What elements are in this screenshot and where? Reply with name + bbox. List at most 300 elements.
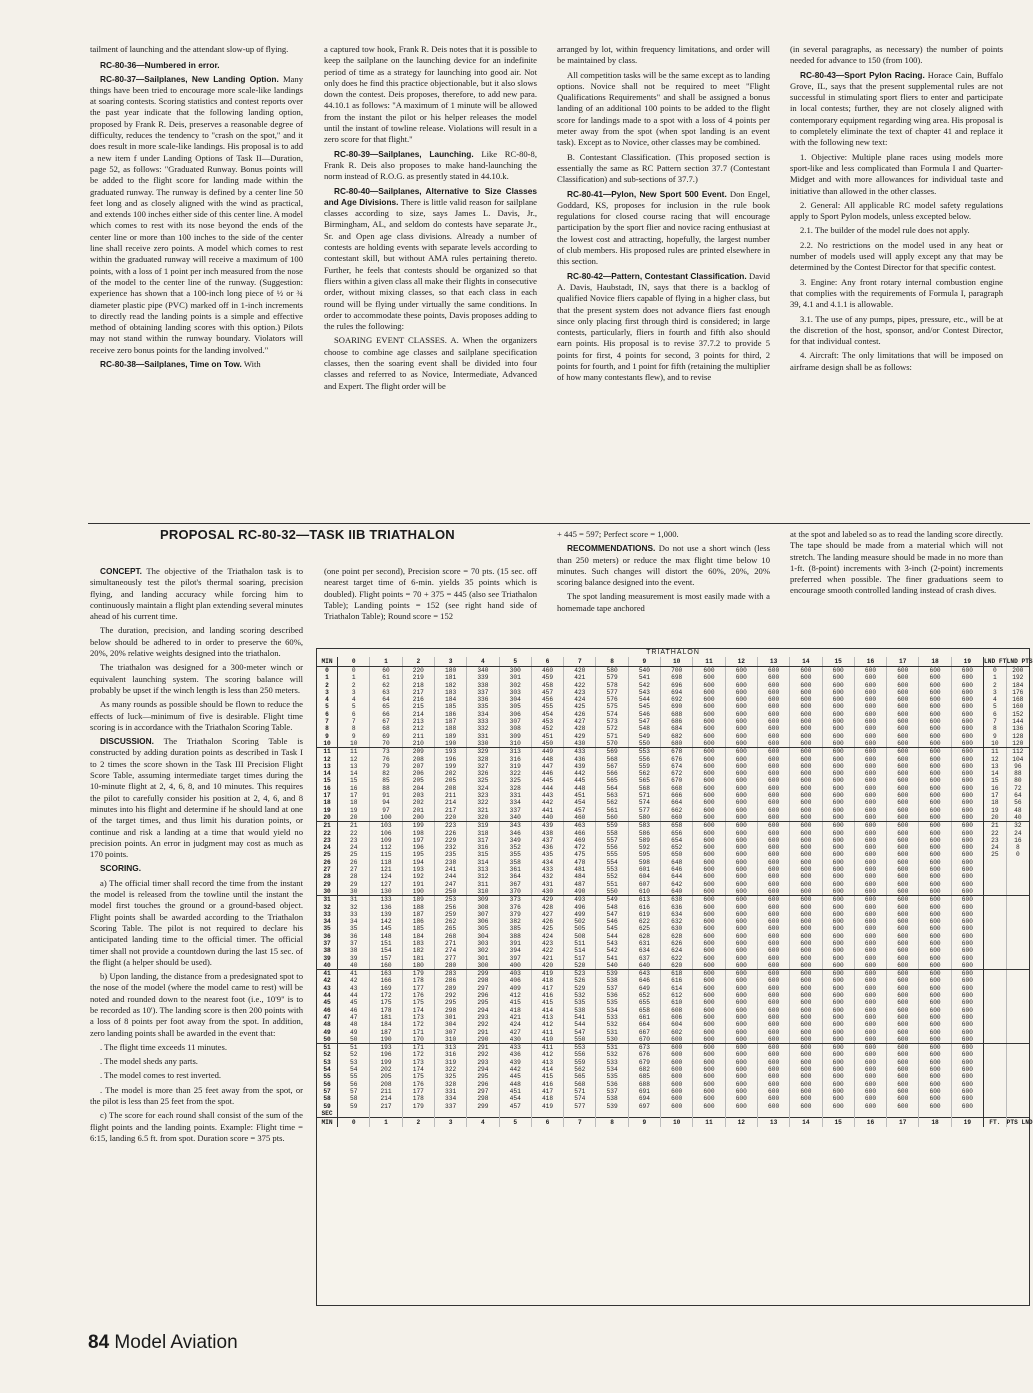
score-cell: 600: [693, 844, 725, 851]
table-row: [317, 1059, 1029, 1066]
table-row: [317, 955, 1029, 962]
score-cell: 367: [499, 881, 531, 888]
seconds-label: 22: [317, 830, 338, 837]
score-cell: 682: [628, 1066, 660, 1073]
landing-points-cell: 104: [1006, 756, 1029, 763]
score-cell: 580: [628, 814, 660, 822]
landing-points-cell: 40: [1006, 814, 1029, 822]
score-cell: 600: [725, 970, 757, 978]
minute-header: 9: [628, 657, 660, 667]
landing-points-cell: [1006, 1088, 1029, 1095]
score-cell: 43: [338, 985, 370, 992]
score-cell: 600: [822, 799, 854, 806]
landing-points-cell: [1006, 933, 1029, 940]
score-cell: 336: [467, 696, 499, 703]
score-cell: 324: [467, 785, 499, 792]
score-cell: 670: [628, 1036, 660, 1044]
landing-feet-cell: [984, 933, 1007, 940]
score-cell: 686: [661, 718, 693, 725]
score-cell: 42: [338, 977, 370, 984]
landing-points-cell: 112: [1006, 748, 1029, 756]
seconds-label: 52: [317, 1051, 338, 1058]
minute-footer: 10: [661, 1118, 693, 1128]
score-cell: 600: [951, 985, 983, 992]
score-cell: 280: [434, 962, 466, 970]
score-cell: 600: [822, 873, 854, 880]
score-cell: 600: [693, 1051, 725, 1058]
score-cell: 193: [370, 1044, 402, 1052]
score-cell: 478: [564, 859, 596, 866]
seconds-label: 20: [317, 814, 338, 822]
landing-points-cell: [1006, 1044, 1029, 1052]
minute-footer: 18: [919, 1118, 951, 1128]
score-cell: 600: [854, 1029, 886, 1036]
score-cell: 649: [628, 985, 660, 992]
landing-points-cell: [1006, 970, 1029, 978]
score-cell: 188: [402, 904, 434, 911]
score-cell: 600: [790, 682, 822, 689]
score-cell: 600: [822, 925, 854, 932]
score-cell: 600: [693, 748, 725, 756]
score-cell: 600: [887, 1081, 919, 1088]
table-row: [317, 873, 1029, 880]
score-cell: 696: [661, 682, 693, 689]
score-cell: 58: [338, 1095, 370, 1102]
proposal-column-3: [557, 529, 770, 644]
score-cell: 631: [628, 940, 660, 947]
score-cell: 600: [725, 725, 757, 732]
landing-points-cell: [1006, 896, 1029, 904]
score-cell: 289: [434, 985, 466, 992]
score-cell: 181: [370, 1014, 402, 1021]
score-cell: 632: [661, 918, 693, 925]
score-cell: 194: [402, 859, 434, 866]
score-cell: 536: [596, 1081, 628, 1088]
score-cell: 600: [790, 918, 822, 925]
score-cell: 600: [790, 770, 822, 777]
score-cell: 600: [919, 748, 951, 756]
score-cell: 600: [693, 933, 725, 940]
seconds-label: 25: [317, 851, 338, 858]
score-cell: 600: [725, 1036, 757, 1044]
landing-points-cell: [1006, 1007, 1029, 1014]
landing-feet-cell: [984, 918, 1007, 925]
score-cell: 600: [822, 999, 854, 1006]
score-cell: 600: [790, 888, 822, 896]
score-cell: 196: [370, 1051, 402, 1058]
landing-points-cell: [1006, 1029, 1029, 1036]
score-cell: 692: [661, 696, 693, 703]
score-cell: 19: [338, 807, 370, 814]
score-cell: 600: [951, 1007, 983, 1014]
score-cell: 533: [596, 1059, 628, 1066]
score-cell: 600: [757, 682, 789, 689]
landing-points-cell: [1006, 881, 1029, 888]
score-cell: 600: [919, 896, 951, 904]
score-cell: 600: [822, 962, 854, 970]
score-cell: 533: [596, 1014, 628, 1021]
score-cell: 637: [628, 955, 660, 962]
score-cell: 454: [564, 799, 596, 806]
score-cell: [725, 1110, 757, 1118]
minute-header: 7: [564, 657, 596, 667]
score-cell: 600: [822, 940, 854, 947]
score-cell: 414: [531, 1066, 563, 1073]
score-cell: 68: [370, 725, 402, 732]
score-cell: 600: [725, 866, 757, 873]
score-cell: 600: [790, 830, 822, 837]
score-cell: 600: [661, 1066, 693, 1073]
seconds-label: 42: [317, 977, 338, 984]
score-cell: 600: [822, 830, 854, 837]
score-cell: 218: [402, 682, 434, 689]
score-cell: 600: [951, 896, 983, 904]
score-cell: 600: [757, 667, 789, 675]
score-cell: 600: [887, 830, 919, 837]
score-cell: 600: [951, 904, 983, 911]
landing-feet-cell: [984, 1073, 1007, 1080]
score-cell: 306: [467, 918, 499, 925]
landing-points-cell: [1006, 888, 1029, 896]
score-cell: 600: [725, 682, 757, 689]
score-cell: 600: [725, 837, 757, 844]
score-cell: 211: [434, 792, 466, 799]
score-cell: 208: [434, 785, 466, 792]
score-cell: 600: [822, 977, 854, 984]
paragraph-text: at the spot and labeled so as to read the landing score directly. The tape should be made from a material which will not stretch. The landing measure should be made in no more than 1-ft. (8-point) increments with 3-inch (2-point) increments preferred when possible. The finer graduations seem to encourage smooth controlled landing instead of crash dives.: [790, 529, 1003, 596]
landing-points-cell: [1006, 1014, 1029, 1021]
score-cell: 600: [951, 807, 983, 814]
score-cell: 600: [887, 896, 919, 904]
publication-name: Model Aviation: [114, 1332, 238, 1353]
score-cell: 457: [564, 807, 596, 814]
score-cell: 534: [596, 1066, 628, 1073]
score-cell: 600: [951, 955, 983, 962]
score-cell: 600: [693, 837, 725, 844]
score-cell: 315: [467, 851, 499, 858]
score-cell: 580: [596, 667, 628, 675]
landing-points-cell: 168: [1006, 696, 1029, 703]
table-row: [317, 674, 1029, 681]
table-row: [317, 756, 1029, 763]
score-cell: 406: [499, 977, 531, 984]
paragraph: [90, 1056, 303, 1067]
paragraph-text: Horace Cain, Buffalo Grove, IL, says that the present supplemental rules are not successful in stimulating sport fliers to enter and participate in local contests; further, they are not closely aligned with contemporary equipment regarding wing area. His proposal is to completely eliminate the text of chapter 41 and replace it with the following new text:: [790, 69, 1003, 148]
seconds-label: 46: [317, 1007, 338, 1014]
score-cell: 600: [919, 947, 951, 954]
score-cell: 655: [628, 999, 660, 1006]
score-cell: 186: [434, 711, 466, 718]
score-cell: 385: [499, 925, 531, 932]
score-cell: 192: [402, 873, 434, 880]
score-cell: 600: [693, 881, 725, 888]
score-cell: 211: [402, 733, 434, 740]
score-cell: 291: [467, 1044, 499, 1052]
score-cell: 589: [628, 837, 660, 844]
score-cell: 600: [757, 888, 789, 896]
score-cell: 400: [499, 962, 531, 970]
paragraph-text: . The model comes to rest inverted.: [100, 1070, 222, 1081]
score-cell: 600: [822, 785, 854, 792]
minute-header: 17: [887, 657, 919, 667]
landing-feet-cell: [984, 1007, 1007, 1014]
score-cell: 600: [725, 1095, 757, 1102]
score-cell: 493: [564, 896, 596, 904]
score-cell: 600: [725, 1029, 757, 1036]
seconds-label: 29: [317, 881, 338, 888]
seconds-label: 28: [317, 873, 338, 880]
score-cell: 70: [370, 740, 402, 748]
table-row: [317, 888, 1029, 896]
score-cell: 574: [628, 799, 660, 806]
rule-heading: RC-80-36—Numbered in error.: [100, 60, 220, 71]
score-cell: 421: [499, 1014, 531, 1021]
landing-feet-cell: 0: [984, 667, 1007, 675]
score-cell: 563: [596, 792, 628, 799]
score-cell: 600: [757, 1095, 789, 1102]
score-cell: 600: [951, 777, 983, 784]
score-cell: 600: [919, 844, 951, 851]
score-cell: 600: [790, 807, 822, 814]
score-cell: 600: [757, 830, 789, 837]
score-cell: 600: [725, 1007, 757, 1014]
score-cell: 600: [919, 830, 951, 837]
minute-footer: 11: [693, 1118, 725, 1128]
landing-feet-cell: [984, 1036, 1007, 1044]
paragraph-text: The duration, precision, and landing scoring described below should be adhered to in order to preserve the 60%, 20%, 20% relative weights designed into the triathalon.: [90, 625, 303, 659]
score-cell: 29: [338, 881, 370, 888]
score-cell: 600: [887, 814, 919, 822]
score-cell: 600: [951, 925, 983, 932]
score-cell: 600: [887, 947, 919, 954]
score-cell: 600: [919, 703, 951, 710]
score-cell: 600: [725, 851, 757, 858]
landing-points-cell: 96: [1006, 763, 1029, 770]
score-cell: 88: [370, 785, 402, 792]
score-cell: 600: [693, 999, 725, 1006]
table-row: [317, 999, 1029, 1006]
table-row: [317, 785, 1029, 792]
score-cell: 600: [919, 911, 951, 918]
score-cell: 325: [434, 1073, 466, 1080]
score-cell: 313: [467, 866, 499, 873]
landing-feet-cell: [984, 896, 1007, 904]
score-cell: 574: [564, 1095, 596, 1102]
score-cell: 600: [887, 1036, 919, 1044]
landing-feet-cell: [984, 1088, 1007, 1095]
score-cell: 658: [661, 822, 693, 830]
score-cell: 600: [693, 955, 725, 962]
score-cell: 600: [822, 1073, 854, 1080]
seconds-label: 13: [317, 763, 338, 770]
minute-header: 3: [434, 657, 466, 667]
landing-feet-cell: [984, 977, 1007, 984]
score-cell: 41: [338, 970, 370, 978]
score-cell: 600: [693, 682, 725, 689]
score-cell: 157: [370, 955, 402, 962]
score-cell: 600: [887, 962, 919, 970]
score-cell: 331: [467, 733, 499, 740]
score-cell: 208: [402, 756, 434, 763]
score-cell: 27: [338, 866, 370, 873]
seconds-label: 34: [317, 918, 338, 925]
score-cell: 600: [919, 859, 951, 866]
score-cell: 583: [628, 822, 660, 830]
score-cell: 600: [790, 777, 822, 784]
score-cell: 600: [790, 748, 822, 756]
paragraph: [90, 1085, 303, 1108]
score-cell: 277: [434, 955, 466, 962]
score-cell: 297: [467, 985, 499, 992]
score-cell: 600: [919, 851, 951, 858]
score-cell: [919, 1110, 951, 1118]
minute-footer: 9: [628, 1118, 660, 1128]
score-cell: 7: [338, 718, 370, 725]
landing-feet-cell: 10: [984, 740, 1007, 748]
score-cell: 600: [790, 866, 822, 873]
score-cell: 177: [402, 985, 434, 992]
score-cell: 416: [531, 1081, 563, 1088]
score-cell: 196: [434, 756, 466, 763]
score-cell: 535: [564, 999, 596, 1006]
score-cell: 600: [951, 748, 983, 756]
score-cell: 250: [434, 888, 466, 896]
score-cell: 426: [564, 711, 596, 718]
score-cell: 600: [854, 925, 886, 932]
score-cell: 600: [919, 674, 951, 681]
score-cell: 568: [564, 1081, 596, 1088]
landing-points-cell: [1006, 866, 1029, 873]
score-cell: 600: [822, 814, 854, 822]
seconds-label: 9: [317, 733, 338, 740]
score-cell: 540: [628, 667, 660, 675]
score-cell: 600: [757, 674, 789, 681]
landing-points-cell: 48: [1006, 807, 1029, 814]
score-cell: 600: [822, 1066, 854, 1073]
paragraph: [790, 277, 1003, 311]
score-cell: 559: [628, 763, 660, 770]
landing-feet-cell: 3: [984, 689, 1007, 696]
score-cell: 628: [628, 933, 660, 940]
score-cell: 600: [822, 1029, 854, 1036]
paragraph-text: As many rounds as possible should be flown to reduce the effects of luck—minimum of five is desirable. Flight time scoring is in accordance with the Triathalon Scoring Table.: [90, 699, 303, 732]
table-row: [317, 1051, 1029, 1058]
score-cell: 626: [661, 940, 693, 947]
landing-feet-header: LND FT.: [984, 658, 1011, 665]
score-cell: 648: [661, 859, 693, 866]
score-cell: 600: [725, 859, 757, 866]
score-cell: 600: [725, 792, 757, 799]
score-cell: 202: [402, 799, 434, 806]
score-cell: 305: [467, 925, 499, 932]
score-cell: 226: [434, 830, 466, 837]
score-cell: 601: [628, 866, 660, 873]
landing-points-cell: [1006, 1059, 1029, 1066]
paragraph-text: . The model sheds any parts.: [100, 1056, 198, 1067]
landing-points-cell: [1006, 1095, 1029, 1102]
score-cell: 179: [402, 970, 434, 978]
seconds-label: 27: [317, 866, 338, 873]
score-cell: 438: [531, 830, 563, 837]
score-cell: 600: [757, 1088, 789, 1095]
score-cell: 600: [661, 1059, 693, 1066]
landing-feet-cell: 19: [984, 807, 1007, 814]
score-cell: 600: [951, 711, 983, 718]
score-cell: 600: [822, 888, 854, 896]
score-cell: 53: [338, 1059, 370, 1066]
landing-points-cell: [1006, 962, 1029, 970]
minute-header: 12: [725, 657, 757, 667]
score-cell: 600: [725, 777, 757, 784]
score-cell: 600: [919, 1014, 951, 1021]
score-cell: 537: [596, 985, 628, 992]
score-cell: 430: [531, 888, 563, 896]
score-cell: 600: [790, 977, 822, 984]
score-cell: 600: [919, 1066, 951, 1073]
score-cell: 600: [757, 799, 789, 806]
landing-points-cell: 80: [1006, 777, 1029, 784]
paragraph-text: Many things have been tried to encourage more scale-like landings at soaring contests. Scoring statistics and contest reports over the past year indicate that the following landing option, proposed by Frank R. Deis, preserves a reasonable degree of difficulty, reduces the tendency to "crash on the spot," and it does result in more scale-like landings. His proposal is to add a new item f under Landing Options of Task II—Duration, page 52, as follows: "Graduated Runway. Bonus points will be added to the flight score for landing made within the graduated runway. The runway is defined by a center line 50 feet long and as closely aligned with the wind as practical, and extends 100 inches either side of this center line. A model which comes to rest with its nose beyond the ends of the center line or more than 100 inches to the side of the center line shall receive zero points. A model which comes to rest within the graduated runway will receive a maximum of 100 points, with a loss of 1 point per inch measured from the nose of the model to the center line of the runway. (Suggestion: experience has shown that a 100-inch long piece of ½ or ¾ diameter plastic pipe (PVC) marked off in 1-inch increments to directly read the landing points is a simple and effective method of obtaining landing scores with this option.) Pilots may not stand within the runway boundary. Violators will receive zero bonus points for the landing involved.": [90, 73, 303, 355]
score-cell: 534: [596, 1007, 628, 1014]
table-row: [317, 918, 1029, 925]
landing-feet-cell: [984, 866, 1007, 873]
score-cell: 600: [887, 756, 919, 763]
score-cell: 600: [854, 851, 886, 858]
score-cell: 457: [499, 1103, 531, 1110]
seconds-label: 10: [317, 740, 338, 748]
score-cell: 542: [596, 947, 628, 954]
landing-points-cell: 152: [1006, 711, 1029, 718]
score-cell: 600: [693, 830, 725, 837]
score-cell: 415: [531, 1073, 563, 1080]
score-cell: 600: [854, 837, 886, 844]
seconds-label: 18: [317, 799, 338, 806]
score-cell: 600: [693, 718, 725, 725]
paragraph: [790, 529, 1003, 597]
paragraph-text: Do not use a short winch (less than 250 meters) or reduce the max flight time below 10 minutes. Such changes will distort the 60%, 20%, 20% scoring balance designed into the event.: [557, 543, 770, 588]
score-cell: 600: [757, 962, 789, 970]
score-cell: 219: [402, 674, 434, 681]
score-cell: 535: [596, 1073, 628, 1080]
score-cell: 600: [919, 1029, 951, 1036]
score-cell: 484: [564, 873, 596, 880]
score-cell: 600: [919, 955, 951, 962]
score-cell: 304: [467, 933, 499, 940]
score-cell: 443: [531, 792, 563, 799]
section-divider: [88, 523, 1030, 524]
run-in-heading: RC-80-39—Sailplanes, Launching.: [334, 148, 474, 159]
score-cell: 309: [499, 733, 531, 740]
score-cell: 430: [499, 1036, 531, 1044]
score-cell: 600: [725, 814, 757, 822]
seconds-label: 16: [317, 785, 338, 792]
score-cell: 600: [790, 756, 822, 763]
score-cell: 545: [596, 925, 628, 932]
score-cell: 435: [531, 851, 563, 858]
score-cell: 544: [564, 1021, 596, 1028]
score-cell: 600: [693, 1014, 725, 1021]
score-cell: 600: [919, 1095, 951, 1102]
score-cell: 555: [596, 851, 628, 858]
score-cell: 600: [919, 925, 951, 932]
score-cell: 600: [693, 725, 725, 732]
score-cell: 541: [564, 1014, 596, 1021]
score-cell: 600: [854, 888, 886, 896]
score-cell: 8: [338, 725, 370, 732]
landing-points-cell: [1006, 992, 1029, 999]
score-cell: 148: [370, 933, 402, 940]
score-cell: 600: [919, 1044, 951, 1052]
